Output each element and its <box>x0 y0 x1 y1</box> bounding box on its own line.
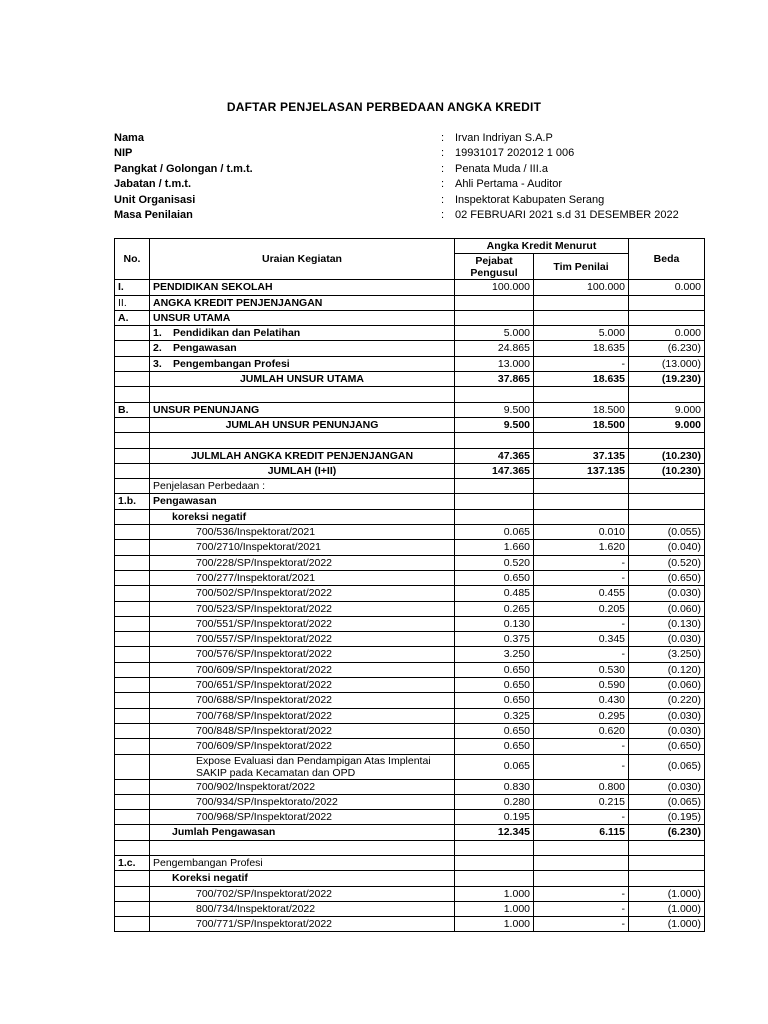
value-tim-penilai <box>534 494 629 509</box>
value-beda: (0.030) <box>629 632 705 647</box>
info-value: Penata Muda / III.a <box>455 162 548 175</box>
value-tim-penilai: - <box>534 901 629 916</box>
info-value: Inspektorat Kabupaten Serang <box>455 193 605 206</box>
row-number <box>115 372 150 387</box>
row-number <box>115 463 150 478</box>
value-beda: (10.230) <box>629 448 705 463</box>
table-row <box>115 871 705 886</box>
row-description: JUMLAH (I+II) <box>150 463 455 478</box>
value-tim-penilai: 0.590 <box>534 678 629 693</box>
row-number <box>115 479 150 494</box>
document-title: DAFTAR PENJELASAN PERBEDAAN ANGKA KREDIT <box>226 100 542 114</box>
row-number <box>115 693 150 708</box>
info-separator: : <box>441 132 445 144</box>
value-pejabat-pengusul: 0.325 <box>455 708 534 723</box>
value-tim-penilai: - <box>534 356 629 371</box>
value-tim-penilai: 0.295 <box>534 708 629 723</box>
value-tim-penilai: 1.620 <box>534 540 629 555</box>
header-beda: Beda <box>629 239 705 280</box>
value-tim-penilai <box>534 509 629 524</box>
value-tim-penilai: 0.215 <box>534 794 629 809</box>
value-beda: (0.120) <box>629 662 705 677</box>
table-row <box>115 356 705 371</box>
row-text: Pengembangan Profesi <box>173 357 290 370</box>
value-pejabat-pengusul: 147.365 <box>455 463 534 478</box>
table-row <box>115 326 705 341</box>
row-description: JUMLAH UNSUR PENUNJANG <box>150 417 455 432</box>
value-beda <box>629 509 705 524</box>
table-row <box>115 886 705 901</box>
value-pejabat-pengusul <box>455 479 534 494</box>
row-number <box>115 387 150 402</box>
row-description: 700/768/SP/Inspektorat/2022 <box>150 708 455 723</box>
value-beda: (3.250) <box>629 647 705 662</box>
value-tim-penilai: 18.635 <box>534 341 629 356</box>
row-number <box>115 754 150 779</box>
value-tim-penilai: 0.010 <box>534 525 629 540</box>
value-tim-penilai <box>534 387 629 402</box>
value-beda <box>629 494 705 509</box>
info-row <box>114 177 679 192</box>
value-pejabat-pengusul: 9.500 <box>455 417 534 432</box>
row-description <box>150 356 455 371</box>
row-lead-number: 3. <box>153 357 162 370</box>
value-pejabat-pengusul <box>455 855 534 870</box>
value-beda: (6.230) <box>629 825 705 840</box>
value-pejabat-pengusul: 3.250 <box>455 647 534 662</box>
table-row <box>115 825 705 840</box>
row-description: 700/523/SP/Inspektorat/2022 <box>150 601 455 616</box>
employee-info <box>114 131 679 223</box>
value-pejabat-pengusul: 0.065 <box>455 525 534 540</box>
row-description: UNSUR UTAMA <box>150 310 455 325</box>
table-row <box>115 463 705 478</box>
value-tim-penilai: - <box>534 555 629 570</box>
table-row <box>115 417 705 432</box>
value-beda <box>629 479 705 494</box>
value-pejabat-pengusul: 0.280 <box>455 794 534 809</box>
row-description: Expose Evaluasi dan Pendampigan Atas Implentai SAKIP pada Kecamatan dan OPD <box>150 754 455 779</box>
table-row <box>115 586 705 601</box>
row-number <box>115 647 150 662</box>
row-number: 1.b. <box>115 494 150 509</box>
row-number <box>115 417 150 432</box>
value-pejabat-pengusul <box>455 295 534 310</box>
info-separator: : <box>441 193 445 206</box>
value-beda: (0.065) <box>629 754 705 779</box>
value-beda: (0.650) <box>629 570 705 585</box>
value-beda: (0.030) <box>629 586 705 601</box>
row-lead-number: 1. <box>153 327 162 340</box>
value-pejabat-pengusul: 24.865 <box>455 341 534 356</box>
table-row <box>115 917 705 932</box>
value-pejabat-pengusul <box>455 871 534 886</box>
row-description: 700/536/Inspektorat/2021 <box>150 525 455 540</box>
table-header-row <box>115 239 705 254</box>
value-tim-penilai: 0.620 <box>534 723 629 738</box>
info-row <box>114 208 679 223</box>
value-beda: (0.030) <box>629 708 705 723</box>
row-description: Pengawasan <box>150 494 455 509</box>
value-pejabat-pengusul: 0.195 <box>455 810 534 825</box>
value-beda <box>629 387 705 402</box>
value-pejabat-pengusul: 100.000 <box>455 280 534 295</box>
value-beda: (1.000) <box>629 901 705 916</box>
table-row <box>115 341 705 356</box>
row-number <box>115 509 150 524</box>
info-row <box>114 193 679 208</box>
row-description: 700/551/SP/Inspektorat/2022 <box>150 616 455 631</box>
row-description: koreksi negatif <box>150 509 455 524</box>
row-number <box>115 871 150 886</box>
row-number <box>115 632 150 647</box>
table-row <box>115 387 705 402</box>
value-tim-penilai: 100.000 <box>534 280 629 295</box>
value-pejabat-pengusul <box>455 433 534 448</box>
table-row <box>115 570 705 585</box>
value-tim-penilai <box>534 855 629 870</box>
row-number <box>115 341 150 356</box>
row-description: 700/557/SP/Inspektorat/2022 <box>150 632 455 647</box>
value-beda <box>629 310 705 325</box>
value-beda: (10.230) <box>629 463 705 478</box>
table-row <box>115 310 705 325</box>
value-tim-penilai: 6.115 <box>534 825 629 840</box>
row-description: 700/651/SP/Inspektorat/2022 <box>150 678 455 693</box>
value-tim-penilai: - <box>534 739 629 754</box>
table-row <box>115 555 705 570</box>
table-row <box>115 525 705 540</box>
row-description: 700/277/Inspektorat/2021 <box>150 570 455 585</box>
row-number <box>115 601 150 616</box>
row-number <box>115 708 150 723</box>
row-lead-number: 2. <box>153 342 162 355</box>
value-beda <box>629 295 705 310</box>
row-number: 1.c. <box>115 855 150 870</box>
value-pejabat-pengusul: 1.000 <box>455 886 534 901</box>
info-label: Pangkat / Golongan / t.m.t. <box>114 162 253 175</box>
table-row <box>115 448 705 463</box>
value-tim-penilai: 5.000 <box>534 326 629 341</box>
value-pejabat-pengusul <box>455 310 534 325</box>
value-pejabat-pengusul: 0.650 <box>455 739 534 754</box>
row-number <box>115 779 150 794</box>
row-description: 700/609/SP/Inspektorat/2022 <box>150 739 455 754</box>
value-pejabat-pengusul: 37.865 <box>455 372 534 387</box>
value-tim-penilai: 0.455 <box>534 586 629 601</box>
value-pejabat-pengusul: 5.000 <box>455 326 534 341</box>
row-number <box>115 810 150 825</box>
table-row <box>115 509 705 524</box>
value-pejabat-pengusul: 9.500 <box>455 402 534 417</box>
row-description <box>150 387 455 402</box>
row-description: 700/502/SP/Inspektorat/2022 <box>150 586 455 601</box>
row-description: Penjelasan Perbedaan : <box>150 479 455 494</box>
info-label: Jabatan / t.m.t. <box>114 178 192 191</box>
row-number <box>115 326 150 341</box>
value-beda: (0.055) <box>629 525 705 540</box>
info-value: 19931017 202012 1 006 <box>455 147 575 160</box>
value-pejabat-pengusul <box>455 387 534 402</box>
row-description: 700/771/SP/Inspektorat/2022 <box>150 917 455 932</box>
value-tim-penilai <box>534 479 629 494</box>
value-pejabat-pengusul: 0.650 <box>455 662 534 677</box>
info-label: NIP <box>114 147 133 160</box>
header-uraian: Uraian Kegiatan <box>150 239 455 280</box>
value-pejabat-pengusul <box>455 509 534 524</box>
table-row <box>115 433 705 448</box>
info-separator: : <box>441 208 445 221</box>
value-beda: (0.040) <box>629 540 705 555</box>
value-tim-penilai: - <box>534 917 629 932</box>
value-tim-penilai: 137.135 <box>534 463 629 478</box>
info-value: Ahli Pertama - Auditor <box>455 178 562 191</box>
row-description <box>150 341 455 356</box>
value-pejabat-pengusul: 1.000 <box>455 901 534 916</box>
row-description: 700/228/SP/Inspektorat/2022 <box>150 555 455 570</box>
row-number: A. <box>115 310 150 325</box>
header-angka-kredit: Angka Kredit Menurut <box>455 239 629 254</box>
value-beda <box>629 855 705 870</box>
row-number <box>115 739 150 754</box>
value-pejabat-pengusul: 1.660 <box>455 540 534 555</box>
value-beda: 0.000 <box>629 326 705 341</box>
table-row <box>115 402 705 417</box>
value-beda <box>629 433 705 448</box>
table-row <box>115 601 705 616</box>
value-beda: (0.030) <box>629 779 705 794</box>
value-tim-penilai: - <box>534 647 629 662</box>
row-number <box>115 570 150 585</box>
value-tim-penilai: 0.205 <box>534 601 629 616</box>
value-beda: 9.000 <box>629 417 705 432</box>
value-tim-penilai: 0.800 <box>534 779 629 794</box>
info-row <box>114 131 679 146</box>
row-description: 700/2710/Inspektorat/2021 <box>150 540 455 555</box>
row-description: JUMLAH UNSUR UTAMA <box>150 372 455 387</box>
value-tim-penilai <box>534 433 629 448</box>
table-row <box>115 754 705 779</box>
row-description: Koreksi negatif <box>150 871 455 886</box>
row-number <box>115 586 150 601</box>
value-tim-penilai <box>534 871 629 886</box>
value-pejabat-pengusul: 0.065 <box>455 754 534 779</box>
row-description: JULMLAH ANGKA KREDIT PENJENJANGAN <box>150 448 455 463</box>
row-description: 700/902/Inspektorat/2022 <box>150 779 455 794</box>
value-tim-penilai: - <box>534 886 629 901</box>
value-pejabat-pengusul <box>455 494 534 509</box>
row-number <box>115 840 150 855</box>
value-tim-penilai: 0.430 <box>534 693 629 708</box>
row-number <box>115 356 150 371</box>
table-row <box>115 295 705 310</box>
table-row <box>115 647 705 662</box>
row-description <box>150 840 455 855</box>
row-description: 800/734/Inspektorat/2022 <box>150 901 455 916</box>
info-value: 02 FEBRUARI 2021 s.d 31 DESEMBER 2022 <box>455 208 679 221</box>
value-beda: 9.000 <box>629 402 705 417</box>
value-pejabat-pengusul: 0.130 <box>455 616 534 631</box>
info-separator: : <box>441 162 445 175</box>
table-row <box>115 810 705 825</box>
value-beda: (0.065) <box>629 794 705 809</box>
header-no: No. <box>115 239 150 280</box>
value-tim-penilai: - <box>534 754 629 779</box>
table-row <box>115 280 705 295</box>
info-row <box>114 162 679 177</box>
value-pejabat-pengusul: 1.000 <box>455 917 534 932</box>
row-description: Jumlah Pengawasan <box>150 825 455 840</box>
row-number <box>115 678 150 693</box>
row-number <box>115 448 150 463</box>
table-row <box>115 494 705 509</box>
value-beda: (0.195) <box>629 810 705 825</box>
table-row <box>115 739 705 754</box>
row-number <box>115 525 150 540</box>
row-description: PENDIDIKAN SEKOLAH <box>150 280 455 295</box>
info-value: Irvan Indriyan S.A.P <box>455 132 553 144</box>
value-beda: (0.060) <box>629 601 705 616</box>
table-row <box>115 616 705 631</box>
row-description: Pengembangan Profesi <box>150 855 455 870</box>
row-description: 700/609/SP/Inspektorat/2022 <box>150 662 455 677</box>
table-row <box>115 779 705 794</box>
header-pejabat-pengusul: Pejabat Pengusul <box>455 254 534 280</box>
table-row <box>115 372 705 387</box>
row-description: 700/848/SP/Inspektorat/2022 <box>150 723 455 738</box>
value-pejabat-pengusul: 0.650 <box>455 693 534 708</box>
header-tim-penilai: Tim Penilai <box>534 254 629 280</box>
row-number <box>115 917 150 932</box>
value-pejabat-pengusul: 12.345 <box>455 825 534 840</box>
row-description <box>150 433 455 448</box>
row-number <box>115 794 150 809</box>
info-label: Masa Penilaian <box>114 208 193 221</box>
row-number <box>115 723 150 738</box>
value-pejabat-pengusul: 0.485 <box>455 586 534 601</box>
value-tim-penilai: 0.530 <box>534 662 629 677</box>
value-pejabat-pengusul: 0.375 <box>455 632 534 647</box>
table-row <box>115 678 705 693</box>
info-separator: : <box>441 147 445 160</box>
table-row <box>115 540 705 555</box>
value-tim-penilai <box>534 310 629 325</box>
value-pejabat-pengusul: 0.520 <box>455 555 534 570</box>
value-beda: (0.060) <box>629 678 705 693</box>
value-tim-penilai <box>534 840 629 855</box>
value-beda: (1.000) <box>629 886 705 901</box>
row-number: II. <box>115 295 150 310</box>
row-number <box>115 662 150 677</box>
value-pejabat-pengusul: 0.650 <box>455 570 534 585</box>
value-beda: (0.220) <box>629 693 705 708</box>
row-text: Pendidikan dan Pelatihan <box>173 327 301 340</box>
value-beda: (0.030) <box>629 723 705 738</box>
value-tim-penilai: - <box>534 616 629 631</box>
row-number: I. <box>115 280 150 295</box>
value-pejabat-pengusul: 13.000 <box>455 356 534 371</box>
value-pejabat-pengusul: 0.650 <box>455 723 534 738</box>
value-beda: 0.000 <box>629 280 705 295</box>
value-tim-penilai: 37.135 <box>534 448 629 463</box>
row-description <box>150 326 455 341</box>
row-description: UNSUR PENUNJANG <box>150 402 455 417</box>
row-description: 700/688/SP/Inspektorat/2022 <box>150 693 455 708</box>
info-label: Nama <box>114 132 144 144</box>
table-row <box>115 632 705 647</box>
value-beda: (6.230) <box>629 341 705 356</box>
row-number <box>115 616 150 631</box>
table-row <box>115 855 705 870</box>
value-beda: (13.000) <box>629 356 705 371</box>
table-row <box>115 662 705 677</box>
table-row <box>115 693 705 708</box>
info-separator: : <box>441 178 445 191</box>
value-tim-penilai: 18.635 <box>534 372 629 387</box>
value-pejabat-pengusul: 0.650 <box>455 678 534 693</box>
value-tim-penilai: - <box>534 570 629 585</box>
row-number: B. <box>115 402 150 417</box>
row-number <box>115 540 150 555</box>
value-tim-penilai: 18.500 <box>534 417 629 432</box>
value-tim-penilai: 18.500 <box>534 402 629 417</box>
value-pejabat-pengusul: 0.265 <box>455 601 534 616</box>
table-row <box>115 901 705 916</box>
row-description: 700/576/SP/Inspektorat/2022 <box>150 647 455 662</box>
row-description: 700/968/SP/Inspektorat/2022 <box>150 810 455 825</box>
row-number <box>115 825 150 840</box>
value-beda <box>629 840 705 855</box>
value-tim-penilai: - <box>534 810 629 825</box>
value-pejabat-pengusul <box>455 840 534 855</box>
value-beda: (1.000) <box>629 917 705 932</box>
value-beda: (0.650) <box>629 739 705 754</box>
table-row <box>115 708 705 723</box>
value-beda: (0.130) <box>629 616 705 631</box>
row-number <box>115 555 150 570</box>
table-row <box>115 723 705 738</box>
credit-table <box>114 238 705 932</box>
value-pejabat-pengusul: 0.830 <box>455 779 534 794</box>
info-row <box>114 146 679 161</box>
value-tim-penilai <box>534 295 629 310</box>
info-label: Unit Organisasi <box>114 193 196 206</box>
value-beda: (19.230) <box>629 372 705 387</box>
value-beda <box>629 871 705 886</box>
table-row <box>115 794 705 809</box>
value-tim-penilai: 0.345 <box>534 632 629 647</box>
row-description: 700/934/SP/Inspektorato/2022 <box>150 794 455 809</box>
row-description: 700/702/SP/Inspektorat/2022 <box>150 886 455 901</box>
row-number <box>115 901 150 916</box>
row-number <box>115 886 150 901</box>
value-beda: (0.520) <box>629 555 705 570</box>
table-row <box>115 840 705 855</box>
row-number <box>115 433 150 448</box>
value-pejabat-pengusul: 47.365 <box>455 448 534 463</box>
row-description: ANGKA KREDIT PENJENJANGAN <box>150 295 455 310</box>
row-text: Pengawasan <box>173 342 237 355</box>
table-row <box>115 479 705 494</box>
